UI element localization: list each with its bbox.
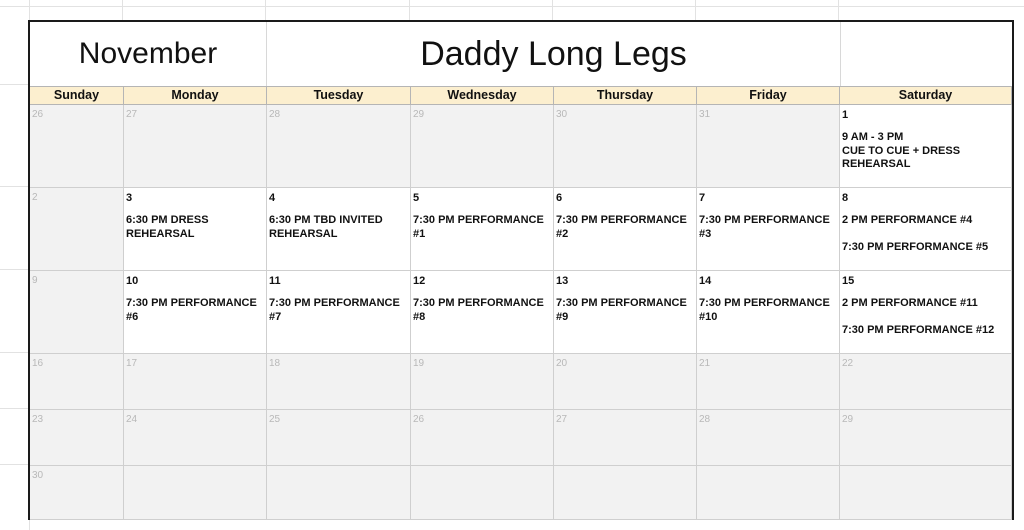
day-number: 17	[126, 358, 138, 369]
day-cell[interactable]	[30, 410, 124, 466]
day-header-wednesday: Wednesday	[411, 87, 554, 104]
day-number: 4	[269, 192, 276, 204]
day-number: 29	[842, 414, 854, 425]
day-cell[interactable]	[840, 410, 1012, 466]
day-cell[interactable]	[124, 188, 267, 271]
day-cell[interactable]	[267, 354, 411, 410]
day-number: 7	[699, 192, 706, 204]
day-number: 30	[32, 470, 44, 481]
day-cell[interactable]	[840, 188, 1012, 271]
day-number: 21	[699, 358, 711, 369]
day-cell[interactable]	[267, 105, 411, 188]
day-number: 6	[556, 192, 563, 204]
day-cell[interactable]	[30, 466, 124, 520]
day-number: 23	[32, 414, 44, 425]
grid-line	[0, 84, 29, 85]
day-number: 28	[269, 109, 281, 120]
day-cell[interactable]	[411, 105, 554, 188]
day-number: 19	[413, 358, 425, 369]
event-entry: 2 PM PERFORMANCE #11	[842, 297, 978, 309]
day-cell[interactable]	[411, 354, 554, 410]
event-entry: 6:30 PM DRESS REHEARSAL	[126, 214, 209, 240]
grid-line	[265, 0, 266, 22]
day-header-saturday: Saturday	[840, 87, 1012, 104]
grid-line	[838, 0, 839, 22]
grid-line	[0, 352, 29, 353]
grid-line	[0, 464, 29, 465]
day-cell[interactable]	[554, 105, 697, 188]
grid-line	[0, 6, 1024, 7]
day-number: 3	[126, 192, 133, 204]
day-number: 24	[126, 414, 138, 425]
day-cell[interactable]	[840, 105, 1012, 188]
day-cell[interactable]	[554, 271, 697, 354]
day-cell[interactable]	[30, 188, 124, 271]
event-entry: 7:30 PM PERFORMANCE #1	[413, 214, 544, 240]
day-cell[interactable]	[554, 354, 697, 410]
day-header-tuesday: Tuesday	[267, 87, 411, 104]
day-number: 11	[269, 275, 281, 287]
show-title[interactable]: Daddy Long Legs	[267, 22, 841, 86]
day-number: 14	[699, 275, 712, 287]
day-cell[interactable]	[840, 466, 1012, 520]
day-cell[interactable]	[267, 466, 411, 520]
event-entry: 7:30 PM PERFORMANCE #8	[413, 297, 544, 323]
grid-line	[552, 0, 553, 22]
event-entry: 6:30 PM TBD INVITED REHEARSAL	[269, 214, 383, 240]
day-number: 27	[556, 414, 568, 425]
day-cell[interactable]	[697, 354, 840, 410]
event-entry: 7:30 PM PERFORMANCE #6	[126, 297, 257, 323]
day-cell[interactable]	[30, 271, 124, 354]
day-number: 20	[556, 358, 568, 369]
day-cell[interactable]	[697, 105, 840, 188]
day-cell[interactable]	[554, 410, 697, 466]
day-cell[interactable]	[554, 466, 697, 520]
grid-line	[0, 186, 29, 187]
day-cell[interactable]	[267, 271, 411, 354]
grid-line	[409, 0, 410, 22]
row-header-column	[0, 0, 30, 530]
day-cell[interactable]	[267, 188, 411, 271]
day-cell[interactable]	[697, 466, 840, 520]
day-cell[interactable]	[840, 354, 1012, 410]
day-cell[interactable]	[697, 271, 840, 354]
day-number: 13	[556, 275, 569, 287]
day-cell[interactable]	[697, 410, 840, 466]
event-entry: 7:30 PM PERFORMANCE #2	[556, 214, 687, 240]
day-cell[interactable]	[124, 354, 267, 410]
day-number: 5	[413, 192, 420, 204]
day-number: 30	[556, 109, 568, 120]
event-entry: 9 AM - 3 PM CUE TO CUE + DRESS REHEARSAL	[842, 131, 961, 170]
day-cell[interactable]	[411, 466, 554, 520]
day-header-friday: Friday	[697, 87, 840, 104]
month-title[interactable]: November	[30, 22, 267, 86]
day-number: 25	[269, 414, 281, 425]
calendar-title-row	[30, 22, 1012, 87]
day-number: 12	[413, 275, 426, 287]
day-cell[interactable]	[30, 354, 124, 410]
day-header-thursday: Thursday	[554, 87, 697, 104]
day-number: 26	[413, 414, 425, 425]
day-header-sunday: Sunday	[30, 87, 124, 104]
day-header-monday: Monday	[124, 87, 267, 104]
day-number: 31	[699, 109, 711, 120]
day-cell[interactable]	[411, 271, 554, 354]
day-cell[interactable]	[840, 271, 1012, 354]
day-cell[interactable]	[267, 410, 411, 466]
grid-line	[0, 269, 29, 270]
grid-line	[122, 0, 123, 22]
day-number: 27	[126, 109, 138, 120]
event-entry: 7:30 PM PERFORMANCE #10	[699, 297, 830, 323]
day-number: 18	[269, 358, 281, 369]
event-entry: 2 PM PERFORMANCE #4	[842, 214, 973, 226]
event-entry: 7:30 PM PERFORMANCE #7	[269, 297, 400, 323]
event-entry: 7:30 PM PERFORMANCE #5	[842, 240, 989, 253]
day-number: 29	[413, 109, 425, 120]
day-number: 16	[32, 358, 44, 369]
grid-line	[695, 0, 696, 22]
day-cell[interactable]	[697, 188, 840, 271]
day-number: 28	[699, 414, 711, 425]
event-entry: 7:30 PM PERFORMANCE #12	[842, 323, 995, 336]
day-cell[interactable]	[411, 188, 554, 271]
day-number: 1	[842, 109, 849, 121]
day-number: 15	[842, 275, 855, 287]
day-number: 10	[126, 275, 139, 287]
day-number: 26	[32, 109, 44, 120]
day-number: 9	[32, 275, 38, 286]
day-number: 2	[32, 192, 38, 203]
grid-line	[0, 408, 29, 409]
day-cell[interactable]	[124, 410, 267, 466]
event-entry: 7:30 PM PERFORMANCE #3	[699, 214, 830, 240]
day-cell[interactable]	[124, 466, 267, 520]
day-number: 8	[842, 192, 849, 204]
day-cell[interactable]	[124, 271, 267, 354]
day-cell[interactable]	[554, 188, 697, 271]
event-entry: 7:30 PM PERFORMANCE #9	[556, 297, 687, 323]
day-cell[interactable]	[411, 410, 554, 466]
day-cell[interactable]	[30, 105, 124, 188]
day-cell[interactable]	[124, 105, 267, 188]
calendar-grid	[28, 20, 1014, 520]
day-number: 22	[842, 358, 854, 369]
day-of-week-header	[30, 87, 1012, 105]
